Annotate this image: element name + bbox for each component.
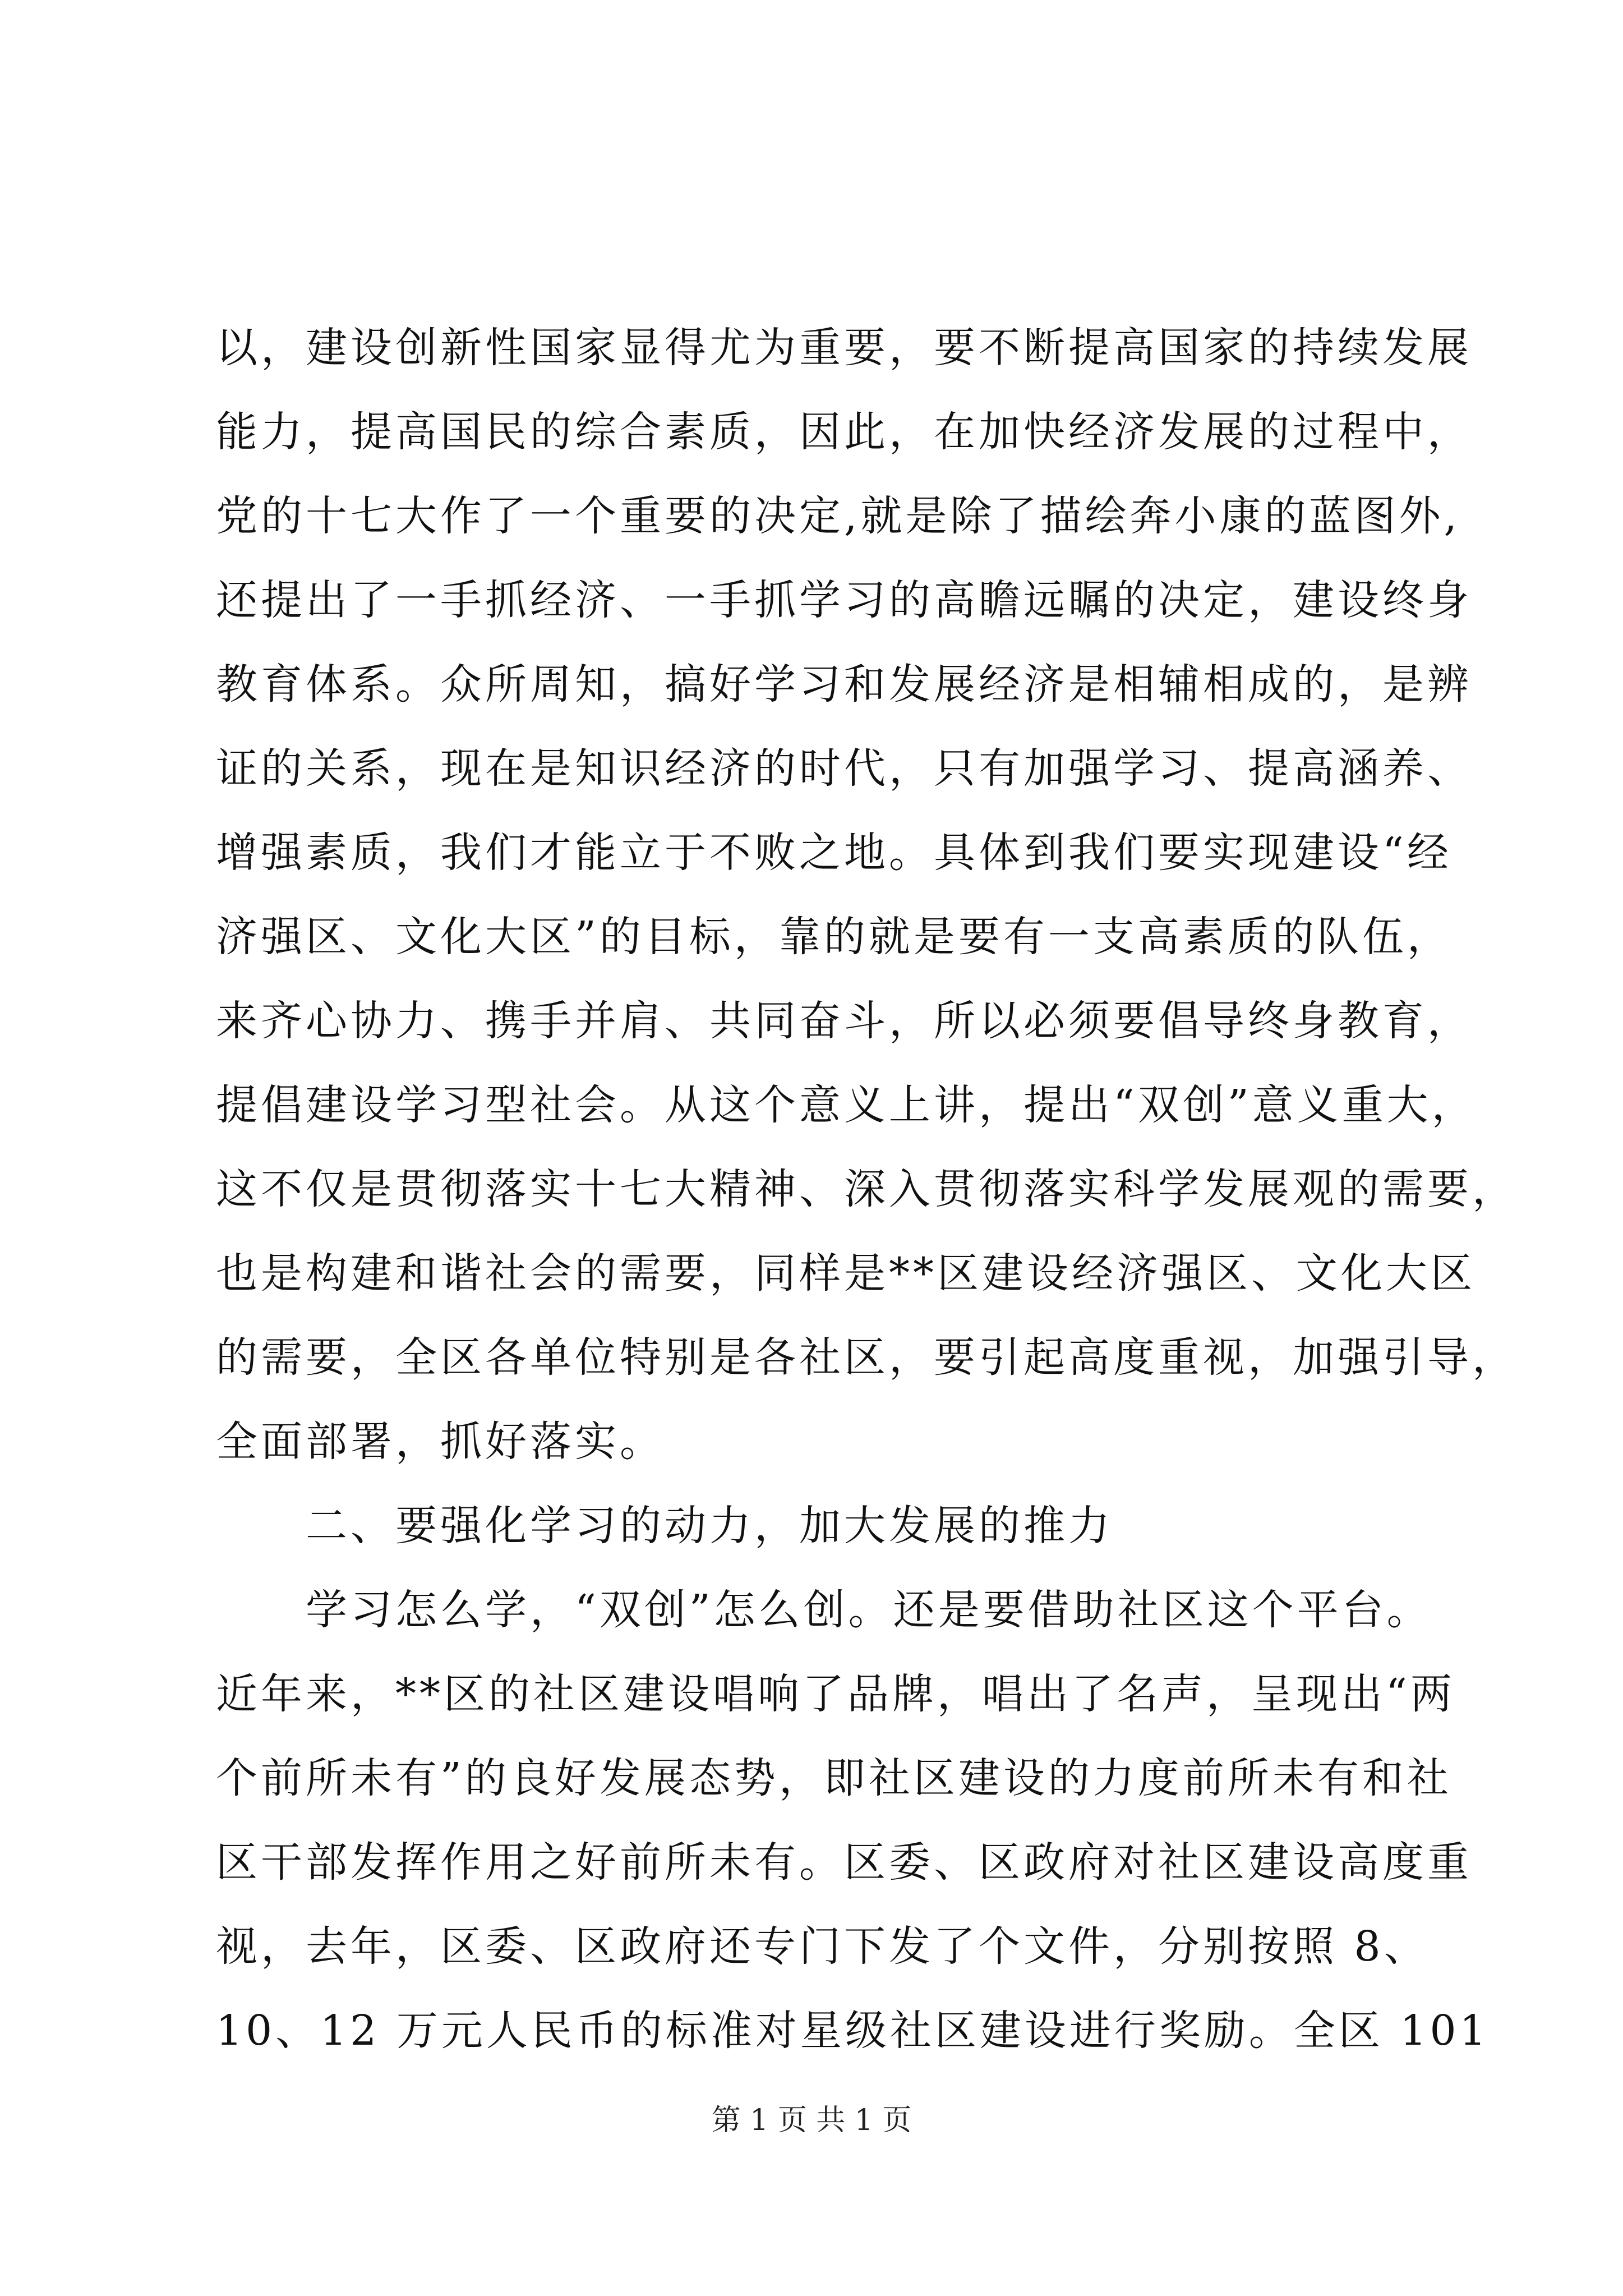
text-line: 来齐心协力、携手并肩、共同奋斗，所以必须要倡导终身教育，	[216, 997, 1472, 1045]
text-line: 区干部发挥作用之好前所未有。区委、区政府对社区建设高度重	[216, 1838, 1472, 1887]
text-line: 近年来，**区的社区建设唱响了品牌，唱出了名声，呈现出“两	[216, 1670, 1455, 1718]
section-heading: 二、要强化学习的动力，加大发展的推力	[306, 1502, 1113, 1550]
text-line: 10、12 万元人民币的标准对星级社区建设进行奖励。全区 101	[216, 2007, 1490, 2055]
page-footer: 第 1 页 共 1 页	[711, 2104, 912, 2137]
text-line: 也是构建和谐社会的需要，同样是**区建设经济强区、文化大区	[216, 1249, 1476, 1297]
text-line: 提倡建设学习型社会。从这个意义上讲，提出“双创”意义重大，	[216, 1081, 1477, 1129]
text-line: 全面部署，抓好落实。	[216, 1418, 665, 1466]
text-line: 视，去年，区委、区政府还专门下发了个文件，分别按照 8、	[216, 1922, 1429, 1971]
text-line: 济强区、文化大区”的目标，靠的就是要有一支高素质的队伍，	[216, 913, 1452, 961]
text-line: 教育体系。众所周知，搞好学习和发展经济是相辅相成的，是辨	[216, 660, 1472, 708]
text-line: 证的关系，现在是知识经济的时代，只有加强学习、提高涵养、	[216, 744, 1472, 793]
text-line: 学习怎么学，“双创”怎么创。还是要借助社区这个平台。	[306, 1586, 1432, 1634]
text-line: 还提出了一手抓经济、一手抓学习的高瞻远瞩的决定，建设终身	[216, 576, 1472, 624]
text-line: 能力，提高国民的综合素质，因此，在加快经济发展的过程中，	[216, 408, 1472, 456]
text-line: 的需要，全区各单位特别是各社区，要引起高度重视，加强引导，	[216, 1333, 1517, 1382]
text-line: 个前所未有”的良好发展态势，即社区建设的力度前所未有和社	[216, 1754, 1452, 1802]
text-line: 以，建设创新性国家显得尤为重要，要不断提高国家的持续发展	[216, 324, 1472, 372]
text-line: 党的十七大作了一个重要的决定,就是除了描绘奔小康的蓝图外,	[216, 492, 1461, 540]
text-line: 增强素质，我们才能立于不败之地。具体到我们要实现建设“经	[216, 829, 1452, 877]
text-line: 这不仅是贯彻落实十七大精神、深入贯彻落实科学发展观的需要，	[216, 1165, 1517, 1213]
